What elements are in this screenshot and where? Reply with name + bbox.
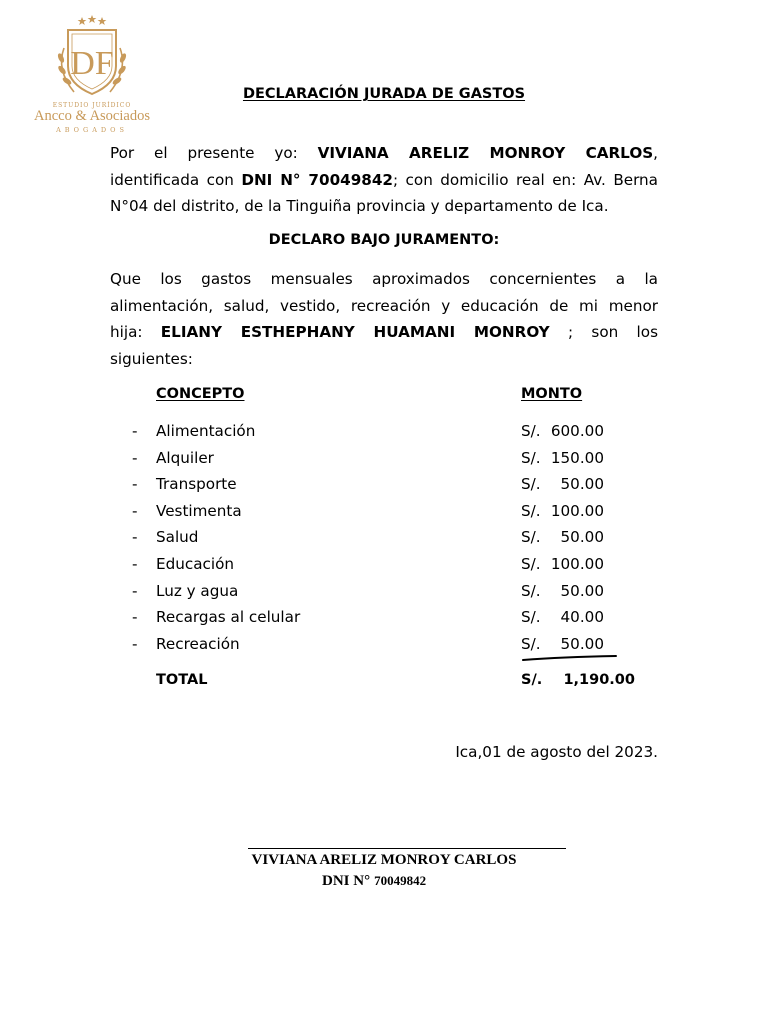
total-amount: 1,190.00	[563, 672, 635, 688]
expense-concept: Vestimenta	[156, 502, 242, 520]
expense-row	[0, 528, 768, 554]
concept-column-header: CONCEPTO	[156, 386, 245, 402]
expense-amount: 50.00	[560, 528, 604, 546]
expense-concept: Alquiler	[156, 449, 214, 467]
row-dash: -	[132, 502, 138, 520]
row-dash: -	[132, 528, 138, 546]
intro-text: Por el presente yo:	[110, 144, 318, 162]
intro-paragraph	[110, 140, 658, 220]
intro-text: N°04 del distrito, de la Tinguiña provincia y departamento de Ica.	[110, 197, 609, 215]
expense-currency: S/.	[521, 582, 541, 600]
expense-currency: S/.	[521, 449, 541, 467]
expense-currency: S/.	[521, 528, 541, 546]
logo-monogram: DF	[70, 45, 114, 82]
signatory-dni-number: 70049842	[374, 873, 427, 888]
body-line-2	[110, 293, 658, 320]
firm-logo	[22, 14, 162, 134]
body-text: Que los gastos mensuales aproximados concernientes a la	[110, 270, 658, 288]
expense-concept: Recreación	[156, 635, 240, 653]
expense-row	[0, 502, 768, 528]
intro-line-2	[110, 167, 658, 194]
expense-amount: 600.00	[550, 422, 604, 440]
expense-amount: 50.00	[560, 475, 604, 493]
row-dash: -	[132, 422, 138, 440]
total-label: TOTAL	[156, 672, 208, 688]
row-dash: -	[132, 582, 138, 600]
body-line-3	[110, 319, 658, 346]
amount-column-header: MONTO	[521, 386, 583, 402]
body-line-4	[110, 346, 658, 373]
body-line-1	[110, 266, 658, 293]
total-currency: S/.	[521, 672, 543, 688]
expense-concept: Luz y agua	[156, 582, 239, 600]
body-text: alimentación, salud, vestido, recreación y educación de mi menor	[110, 296, 658, 315]
expense-row	[0, 449, 768, 475]
intro-text: ; con domicilio real en: Av. Berna	[392, 170, 658, 189]
expense-concept: Educación	[156, 555, 235, 573]
signatory-name: VIVIANA ARELIZ MONROY CARLOS	[251, 852, 517, 868]
expense-row	[0, 422, 768, 448]
row-dash: -	[132, 608, 138, 626]
expense-concept: Salud	[156, 528, 199, 546]
row-dash: -	[132, 635, 138, 653]
expense-amount: 50.00	[560, 582, 604, 600]
row-dash: -	[132, 475, 138, 493]
expense-concept: Alimentación	[156, 422, 256, 440]
row-dash: -	[132, 449, 138, 467]
expense-currency: S/.	[521, 502, 541, 520]
body-text: ; son los	[549, 323, 658, 341]
signature-line	[248, 848, 566, 849]
expense-currency: S/.	[521, 608, 541, 626]
expense-amount: 150.00	[550, 449, 604, 467]
expense-row	[0, 475, 768, 501]
expense-row	[0, 582, 768, 608]
expense-amount: 100.00	[550, 555, 604, 573]
signatory-dni	[322, 872, 426, 890]
row-dash: -	[132, 555, 138, 573]
logo-tagline: ABOGADOS	[56, 126, 128, 134]
intro-line-3	[110, 193, 658, 220]
place-date: Ica,01 de agosto del 2023.	[455, 743, 658, 761]
expense-row	[0, 608, 768, 634]
expense-concept: Transporte	[156, 475, 237, 493]
document-title	[0, 86, 768, 102]
expense-currency: S/.	[521, 475, 541, 493]
body-text: siguientes:	[110, 349, 193, 368]
expense-amount: 50.00	[560, 635, 604, 653]
body-paragraph	[110, 266, 658, 372]
logo-firm-name: Ancco & Asociados	[34, 108, 150, 124]
expense-currency: S/.	[521, 635, 541, 653]
expense-amount: 40.00	[560, 608, 604, 626]
intro-text: ,	[653, 144, 658, 162]
expense-amount: 100.00	[550, 502, 604, 520]
expense-concept: Recargas al celular	[156, 608, 301, 626]
intro-text: identificada con	[110, 170, 242, 189]
expense-currency: S/.	[521, 422, 541, 440]
logo-subtitle: ESTUDIO JURÍDICO	[52, 102, 132, 109]
expense-currency: S/.	[521, 555, 541, 573]
declaration-heading: DECLARO BAJO JURAMENTO:	[268, 232, 500, 248]
body-text: hija:	[110, 323, 161, 341]
intro-line-1	[110, 140, 658, 167]
expense-row	[0, 635, 768, 661]
declarant-dni: DNI N° 70049842	[241, 170, 393, 189]
expense-row	[0, 555, 768, 581]
document-title-text: DECLARACIÓN JURADA DE GASTOS	[242, 86, 526, 102]
minor-name: ELIANY ESTHEPHANY HUAMANI MONROY	[160, 323, 550, 341]
sum-underline-stroke	[522, 654, 618, 662]
declarant-name: VIVIANA ARELIZ MONROY CARLOS	[317, 144, 654, 162]
signatory-dni-label: DNI N°	[322, 873, 371, 889]
